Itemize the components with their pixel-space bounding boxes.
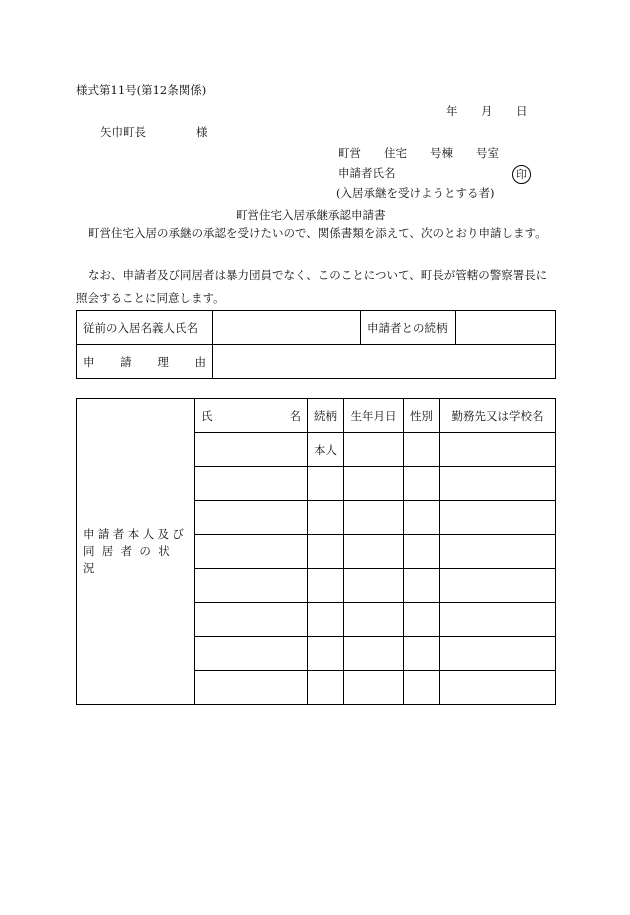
household-side-label — [77, 399, 195, 705]
body-paragraph-2 — [76, 264, 556, 310]
applicant-name-label: 申請者氏名 — [338, 166, 396, 180]
member-sex-cell[interactable] — [404, 637, 440, 671]
member-name-cell[interactable] — [195, 501, 308, 535]
document-title: 町営住宅入居承継承認申請書 — [236, 208, 386, 222]
member-birth-cell[interactable] — [344, 501, 404, 535]
member-name-cell[interactable] — [195, 637, 308, 671]
relation-label: 申請者との続柄 — [361, 311, 456, 345]
addressee-name: 矢巾町長 — [100, 125, 146, 139]
member-name-cell[interactable] — [195, 569, 308, 603]
reason-char: 理 — [157, 354, 169, 369]
member-work-cell[interactable] — [440, 501, 556, 535]
reason-char: 由 — [194, 354, 206, 369]
header-work: 勤務先又は学校名 — [440, 399, 556, 433]
member-name-cell[interactable] — [195, 671, 308, 705]
seal-mark — [512, 165, 531, 184]
member-work-cell[interactable] — [440, 671, 556, 705]
member-relation-cell[interactable] — [308, 603, 344, 637]
side-label-line-2: 同居者の状況 — [83, 544, 177, 575]
member-relation-cell[interactable] — [308, 671, 344, 705]
household-table — [76, 398, 556, 705]
member-work-cell[interactable] — [440, 603, 556, 637]
member-relation-cell[interactable] — [308, 501, 344, 535]
tenant-info-table — [76, 310, 556, 379]
member-birth-cell[interactable] — [344, 433, 404, 467]
member-sex-cell[interactable] — [404, 671, 440, 705]
member-relation-cell[interactable] — [308, 535, 344, 569]
member-sex-cell[interactable] — [404, 535, 440, 569]
relation-field[interactable] — [456, 311, 556, 345]
reason-char: 請 — [120, 354, 132, 369]
header-birth: 生年月日 — [344, 399, 404, 433]
form-number: 様式第11号(第12条関係) — [76, 83, 207, 97]
prev-tenant-label: 従前の入居名義人氏名 — [77, 311, 213, 345]
member-name-cell[interactable] — [195, 603, 308, 637]
member-relation-cell[interactable] — [308, 637, 344, 671]
seal-icon: 印 — [512, 165, 531, 184]
member-work-cell[interactable] — [440, 569, 556, 603]
member-birth-cell[interactable] — [344, 535, 404, 569]
member-sex-cell[interactable] — [404, 433, 440, 467]
body-text-1: 町営住宅入居の承継の承認を受けたいので、関係書類を添えて、次のとおり申請します。 — [88, 226, 547, 240]
body-paragraph-1 — [76, 222, 556, 245]
member-work-cell[interactable] — [440, 467, 556, 501]
member-work-cell[interactable] — [440, 535, 556, 569]
member-name-cell[interactable] — [195, 433, 308, 467]
member-relation-cell: 本人 — [308, 433, 344, 467]
addressee-suffix: 様 — [196, 125, 208, 139]
table-header-row — [77, 399, 556, 433]
member-work-cell[interactable] — [440, 637, 556, 671]
member-sex-cell[interactable] — [404, 569, 440, 603]
header-name-char: 氏 — [201, 408, 213, 423]
side-label-line-1: 申請者本人及び — [83, 527, 188, 541]
date-year: 年 — [446, 104, 458, 118]
member-birth-cell[interactable] — [344, 671, 404, 705]
member-sex-cell[interactable] — [404, 501, 440, 535]
prev-tenant-field[interactable] — [213, 311, 361, 345]
member-relation-cell[interactable] — [308, 467, 344, 501]
member-birth-cell[interactable] — [344, 637, 404, 671]
reason-field[interactable] — [213, 345, 556, 379]
table-row — [77, 345, 556, 379]
date-day: 日 — [516, 104, 528, 118]
member-sex-cell[interactable] — [404, 467, 440, 501]
member-birth-cell[interactable] — [344, 569, 404, 603]
member-birth-cell[interactable] — [344, 603, 404, 637]
applicant-housing: 町営 住宅 号棟 号室 — [338, 146, 499, 160]
body-text-2: なお、申請者及び同居者は暴力団員でなく、このことについて、町長が管轄の警察署長に照会することに同意します。 — [76, 268, 548, 305]
header-name — [195, 399, 308, 433]
table-row — [77, 311, 556, 345]
header-relation: 続柄 — [308, 399, 344, 433]
header-name-char: 名 — [289, 408, 301, 423]
member-relation-cell[interactable] — [308, 569, 344, 603]
member-name-cell[interactable] — [195, 535, 308, 569]
reason-label — [77, 345, 213, 379]
member-work-cell[interactable] — [440, 433, 556, 467]
member-sex-cell[interactable] — [404, 603, 440, 637]
reason-char: 申 — [83, 354, 95, 369]
applicant-note: (入居承継を受けようとする者) — [336, 186, 495, 200]
date-month: 月 — [481, 104, 493, 118]
member-birth-cell[interactable] — [344, 467, 404, 501]
header-sex: 性別 — [404, 399, 440, 433]
member-name-cell[interactable] — [195, 467, 308, 501]
